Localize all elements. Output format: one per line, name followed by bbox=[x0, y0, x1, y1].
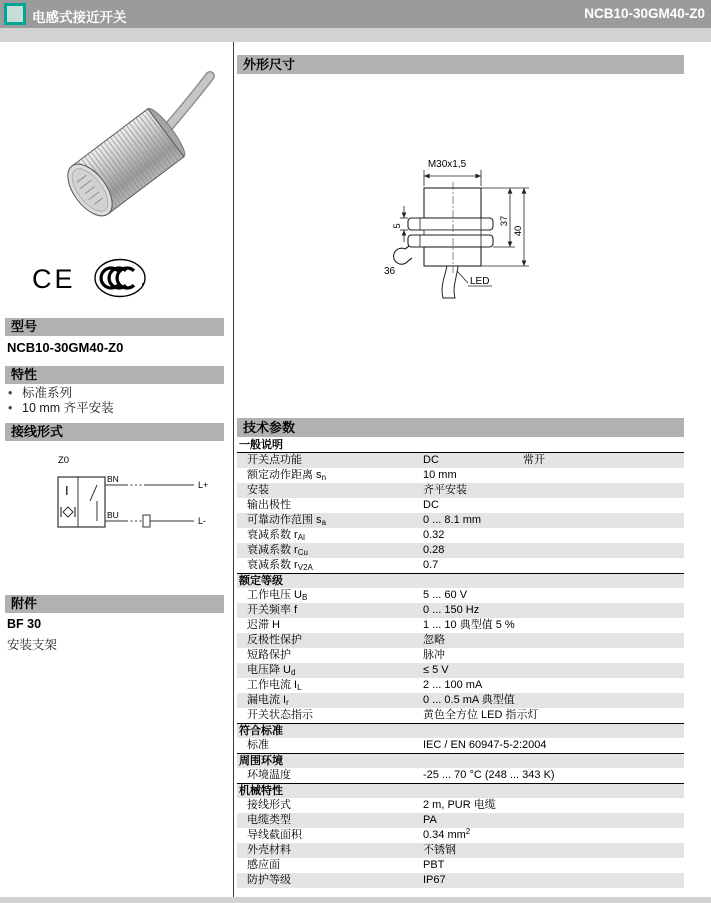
model-section-bar bbox=[5, 318, 224, 336]
dimensions-section-bar bbox=[237, 55, 684, 74]
product-type-title: 电感式接近开关 bbox=[32, 10, 127, 25]
row-label: 衰减系数 $r_{Al}$ bbox=[247, 529, 305, 542]
row-label: 导线截面积 bbox=[247, 829, 302, 841]
row-value: 10 mm bbox=[423, 469, 457, 481]
row-label: 环境温度 bbox=[247, 769, 291, 781]
load-symbol bbox=[143, 515, 150, 527]
table-row bbox=[237, 528, 684, 543]
row-value: 0 ... 0.5 mA 典型值 bbox=[423, 694, 515, 706]
row-label: 额定动作距离 $s_n$ bbox=[247, 469, 327, 482]
table-row bbox=[237, 768, 684, 783]
table-row bbox=[237, 453, 684, 468]
row-value: 脉冲 bbox=[423, 649, 445, 661]
sensor-symbol-i: I bbox=[65, 483, 69, 498]
tech-subsection-row bbox=[237, 573, 684, 588]
tech-subsection-row bbox=[237, 438, 684, 453]
row-label: 短路保护 bbox=[247, 649, 291, 661]
row-value: -25 ... 70 °C (248 ... 343 K) bbox=[423, 769, 555, 781]
wire-bu-label: BU bbox=[107, 510, 119, 520]
connection-section-bar bbox=[5, 423, 224, 441]
row-value: 黄色全方位 LED 指示灯 bbox=[423, 709, 539, 721]
table-row bbox=[237, 678, 684, 693]
part-number: NCB10-30GM40-Z0 bbox=[584, 6, 705, 21]
row-value: IP67 bbox=[423, 874, 446, 886]
dim-36-label: 36 bbox=[384, 266, 396, 277]
row-value: IEC / EN 60947-5-2:2004 bbox=[423, 739, 547, 751]
table-row bbox=[237, 513, 684, 528]
drawing-cable bbox=[442, 266, 458, 298]
row-label: 衰减系数 $r_{V2A}$ bbox=[247, 559, 313, 572]
feature-item: • 标准系列 bbox=[8, 386, 73, 400]
thread-size-label: M30x1,5 bbox=[427, 159, 467, 170]
table-row bbox=[237, 558, 684, 573]
table-row bbox=[237, 738, 684, 753]
row-label: 输出极性 bbox=[247, 499, 291, 511]
row-value: 2 ... 100 mA bbox=[423, 679, 483, 691]
row-value: 2 m, PUR 电缆 bbox=[423, 799, 496, 811]
wiring-variant-label: Z0 bbox=[58, 455, 70, 466]
row-value: 0 ... 150 Hz bbox=[423, 604, 480, 616]
header-substrip bbox=[0, 28, 711, 42]
row-label: 感应面 bbox=[247, 859, 280, 871]
model-value: NCB10-30GM40-Z0 bbox=[7, 340, 124, 355]
table-row bbox=[237, 468, 684, 483]
dim-37-label: 37 bbox=[499, 215, 510, 227]
row-label: 反极性保护 bbox=[247, 634, 302, 646]
led-label: LED bbox=[470, 276, 490, 287]
tech-section-title: 技术参数 bbox=[243, 420, 296, 435]
dimension-drawing bbox=[378, 140, 543, 305]
row-label: 符合标准 bbox=[239, 725, 283, 737]
brand-logo-icon bbox=[4, 3, 26, 25]
table-row bbox=[237, 483, 684, 498]
row-label: 工作电流 $I_L$ bbox=[247, 679, 302, 692]
table-row bbox=[237, 828, 684, 843]
terminal-plus-label: L+ bbox=[198, 480, 209, 490]
row-value: PBT bbox=[423, 859, 445, 871]
row-value: 0.34 $mm^2$ bbox=[423, 827, 471, 841]
row-value: 0.28 bbox=[423, 544, 445, 556]
row-value: 1 ... 10 典型值 5 % bbox=[423, 619, 515, 631]
accessories-section-bar bbox=[5, 595, 224, 613]
row-label: 防护等级 bbox=[247, 874, 291, 886]
row-value: DC bbox=[423, 499, 439, 511]
row-label: 漏电流 $I_r$ bbox=[247, 694, 289, 707]
row-value: 5 ... 60 V bbox=[423, 589, 468, 601]
connection-section-title: 接线形式 bbox=[11, 424, 64, 439]
tech-subsection-row bbox=[237, 783, 684, 798]
product-photo bbox=[12, 46, 217, 266]
accessory-model: BF 30 bbox=[7, 617, 42, 631]
features-section-bar bbox=[5, 366, 224, 384]
row-label: 周围环境 bbox=[239, 755, 283, 767]
table-row bbox=[237, 633, 684, 648]
table-row bbox=[237, 648, 684, 663]
row-label: 开关点功能 bbox=[247, 454, 302, 466]
ce-mark bbox=[30, 260, 80, 296]
model-section-title: 型号 bbox=[11, 319, 38, 334]
feature-item: • 10 mm 齐平安装 bbox=[8, 401, 114, 415]
row-label: 标准 bbox=[247, 739, 269, 751]
table-row bbox=[237, 498, 684, 513]
table-row bbox=[237, 858, 684, 873]
ccc-mark bbox=[93, 256, 149, 300]
row-label: 安装 bbox=[247, 484, 269, 496]
features-section-title: 特性 bbox=[11, 367, 38, 382]
table-row bbox=[237, 588, 684, 603]
row-label: 额定等级 bbox=[239, 575, 283, 587]
column-divider bbox=[233, 42, 234, 897]
table-row bbox=[237, 543, 684, 558]
dim-5-label: 5 bbox=[392, 223, 403, 229]
row-label: 可靠动作范围 $s_a$ bbox=[247, 514, 327, 527]
tech-section-bar bbox=[237, 418, 684, 437]
bullet-icon: • bbox=[8, 386, 13, 400]
table-row bbox=[237, 693, 684, 708]
row-label: 机械特性 bbox=[239, 785, 283, 797]
accessory-description: 安装支架 bbox=[7, 638, 58, 652]
row-label: 开关频率 f bbox=[247, 604, 298, 616]
table-row bbox=[237, 813, 684, 828]
row-label: 电缆类型 bbox=[247, 814, 291, 826]
row-label: 衰减系数 $r_{Cu}$ bbox=[247, 544, 308, 557]
row-value: PA bbox=[423, 814, 437, 826]
row-value: ≤ 5 V bbox=[423, 664, 449, 676]
table-row bbox=[237, 618, 684, 633]
row-value: DC bbox=[423, 454, 439, 466]
row-label: 一般说明 bbox=[239, 439, 283, 451]
tech-subsection-row bbox=[237, 753, 684, 768]
row-label: 电压降 $U_d$ bbox=[247, 664, 296, 677]
row-value: 0 ... 8.1 mm bbox=[423, 514, 482, 526]
bottom-strip bbox=[0, 897, 711, 903]
row-value: 忽略 bbox=[423, 634, 445, 646]
wire-bn-label: BN bbox=[107, 474, 119, 484]
row-value: 齐平安装 bbox=[423, 484, 467, 496]
row-label: 接线形式 bbox=[247, 799, 291, 811]
wiring-diagram bbox=[50, 450, 220, 535]
table-row bbox=[237, 843, 684, 858]
top-header-bar bbox=[0, 0, 711, 28]
ce-mark-text: CE bbox=[32, 264, 76, 294]
row-label: 开关状态指示 bbox=[247, 709, 313, 721]
row-value: 0.32 bbox=[423, 529, 445, 541]
dim-40-label: 40 bbox=[513, 225, 524, 237]
tech-table bbox=[237, 438, 684, 888]
row-label: 迟滞 H bbox=[247, 619, 280, 631]
table-row bbox=[237, 873, 684, 888]
table-row bbox=[237, 663, 684, 678]
row-value-2: 常开 bbox=[523, 454, 545, 466]
terminal-minus-label: L- bbox=[198, 516, 207, 526]
features-list bbox=[8, 386, 114, 416]
row-value: 0.7 bbox=[423, 559, 439, 571]
bullet-icon: • bbox=[8, 401, 13, 415]
row-value: 不锈钢 bbox=[423, 844, 456, 856]
table-row bbox=[237, 708, 684, 723]
table-row bbox=[237, 603, 684, 618]
row-label: 工作电压 $U_B$ bbox=[247, 589, 308, 602]
row-label: 外壳材料 bbox=[247, 844, 291, 856]
dimensions-section-title: 外形尺寸 bbox=[243, 57, 296, 72]
tech-subsection-row bbox=[237, 723, 684, 738]
accessories-section-title: 附件 bbox=[11, 596, 38, 611]
table-row bbox=[237, 798, 684, 813]
wrench-icon bbox=[394, 248, 408, 264]
